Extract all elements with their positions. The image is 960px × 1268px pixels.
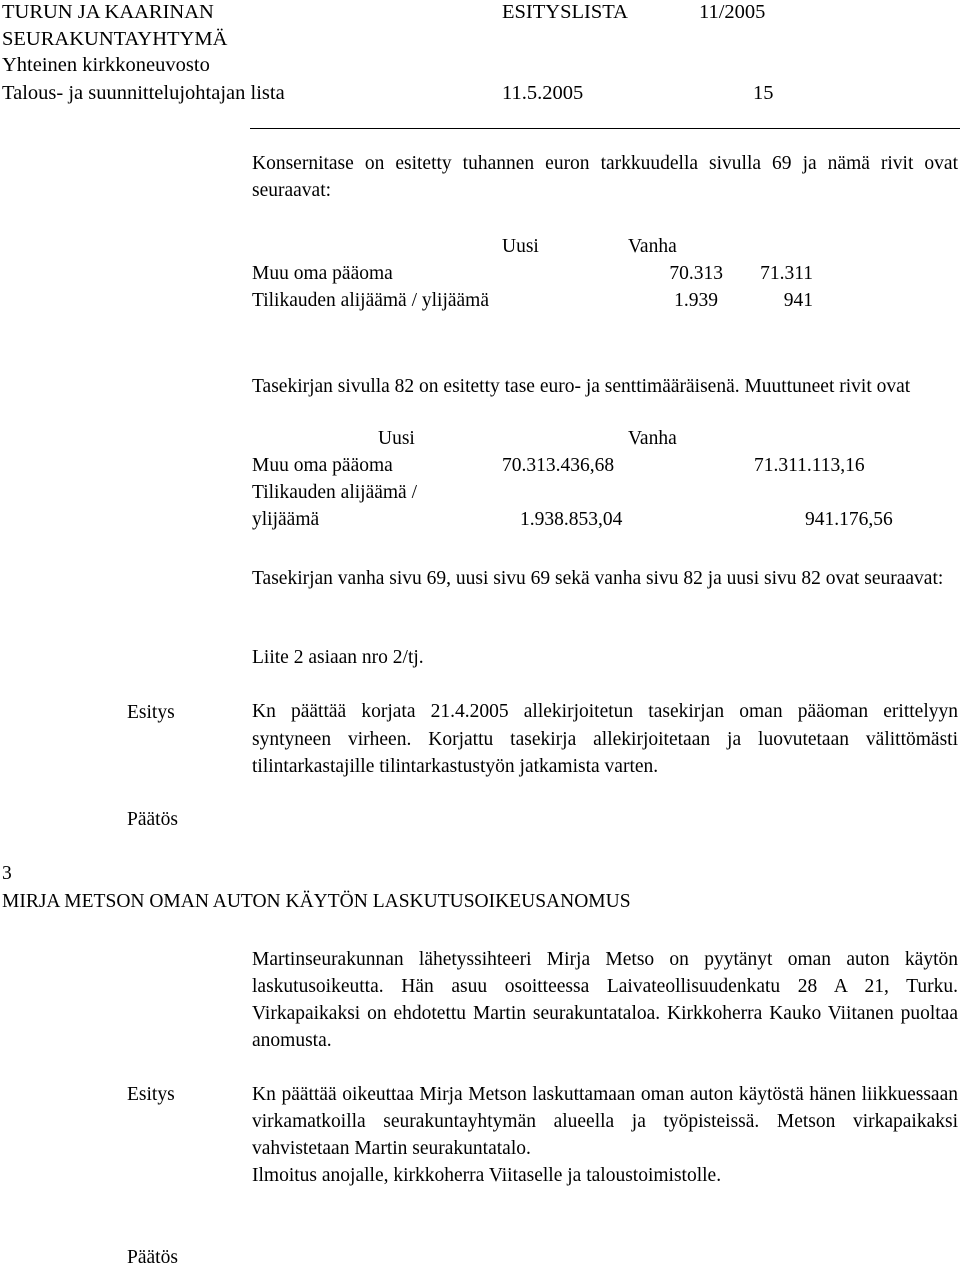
row-value-new: 1.938.853,04	[520, 509, 623, 530]
section-number: 3	[2, 863, 12, 884]
table-header-new: Uusi	[378, 428, 415, 449]
esitys-text: Kn päättää oikeuttaa Mirja Metson laskuttamaan oman auton käytöstä hänen liikkuessaan virkamatkoilla seurakuntayhtymän alueella ja työpisteissä. Metson virkapaikaksi vahvistetaan Martin seurakuntatalo.	[252, 1084, 958, 1159]
table-header-old: Vanha	[628, 428, 677, 449]
notice-text: Ilmoitus anojalle, kirkkoherra Viitaselle ja taloustoimistolle.	[252, 1165, 722, 1186]
paragraph-tasekirja-82: Tasekirjan sivulla 82 on esitetty tase euro- ja senttimääräisenä. Muuttuneet rivit ovat	[252, 376, 911, 397]
doc-type: ESITYSLISTA	[502, 1, 628, 23]
issue-number: 11/2005	[699, 1, 766, 23]
esitys-label: Esitys	[127, 702, 175, 723]
row-label: Muu oma pääoma	[252, 455, 393, 476]
row-value-old: 941.176,56	[805, 509, 893, 530]
paragraph-anomus: Martinseurakunnan lähetyssihteeri Mirja Metso on pyytänyt oman auton käytön laskutusoikeutta. Hän asuu osoitteessa Laivateollisuudenkatu 28 A 21, Turku. Virkapaikaksi on ehdotettu Martin seurakuntataloa. Kirkkoherra Kauko Viitanen puoltaa anomusta.	[252, 949, 958, 1051]
table-header-old: Vanha	[628, 236, 677, 257]
row-label: Muu oma pääoma	[252, 263, 393, 284]
list-name: Talous- ja suunnittelujohtajan lista	[2, 82, 285, 104]
meeting-body: Yhteinen kirkkoneuvosto	[2, 54, 210, 76]
meeting-date: 11.5.2005	[502, 82, 584, 104]
table-header-new: Uusi	[502, 236, 539, 257]
paatos-label: Päätös	[127, 809, 178, 830]
paragraph-konsernitase: Konsernitase on esitetty tuhannen euron tarkkuudella sivulla 69 ja nämä rivit ovat seuraavat:	[252, 153, 958, 201]
section-title: MIRJA METSON OMAN AUTON KÄYTÖN LASKUTUSOIKEUSANOMUS	[2, 891, 631, 912]
row-value-old: 941	[783, 290, 813, 311]
row-label: Tilikauden alijäämä / ylijäämä	[252, 290, 490, 311]
row-value-old: 71.311	[760, 263, 813, 284]
row-value-new: 70.313	[669, 263, 723, 284]
row-value-new: 70.313.436,68	[502, 455, 615, 476]
org-name-line1: TURUN JA KAARINAN	[2, 1, 214, 23]
row-value-new: 1.939	[674, 290, 718, 311]
org-name-line2: SEURAKUNTAYHTYMÄ	[2, 28, 228, 50]
esitys-label: Esitys	[127, 1084, 175, 1105]
page-number: 15	[753, 82, 774, 104]
esitys-text: Kn päättää korjata 21.4.2005 allekirjoitetun tasekirjan oman pääoman erittelyyn syntyneen virheen. Korjattu tasekirja allekirjoitetaan ja luovutetaan välittömästi tilintarkastajille tilintarkastustyön jatkamista varten.	[252, 701, 958, 777]
row-label-cont: ylijäämä	[252, 509, 320, 530]
row-label: Tilikauden alijäämä /	[252, 482, 417, 503]
row-value-old: 71.311.113,16	[754, 455, 865, 476]
header-divider	[250, 128, 960, 129]
paatos-label: Päätös	[127, 1247, 178, 1268]
paragraph-tasekirja-sivut: Tasekirjan vanha sivu 69, uusi sivu 69 sekä vanha sivu 82 ja uusi sivu 82 ovat seuraavat:	[252, 568, 944, 589]
attachment-reference: Liite 2 asiaan nro 2/tj.	[252, 647, 424, 668]
